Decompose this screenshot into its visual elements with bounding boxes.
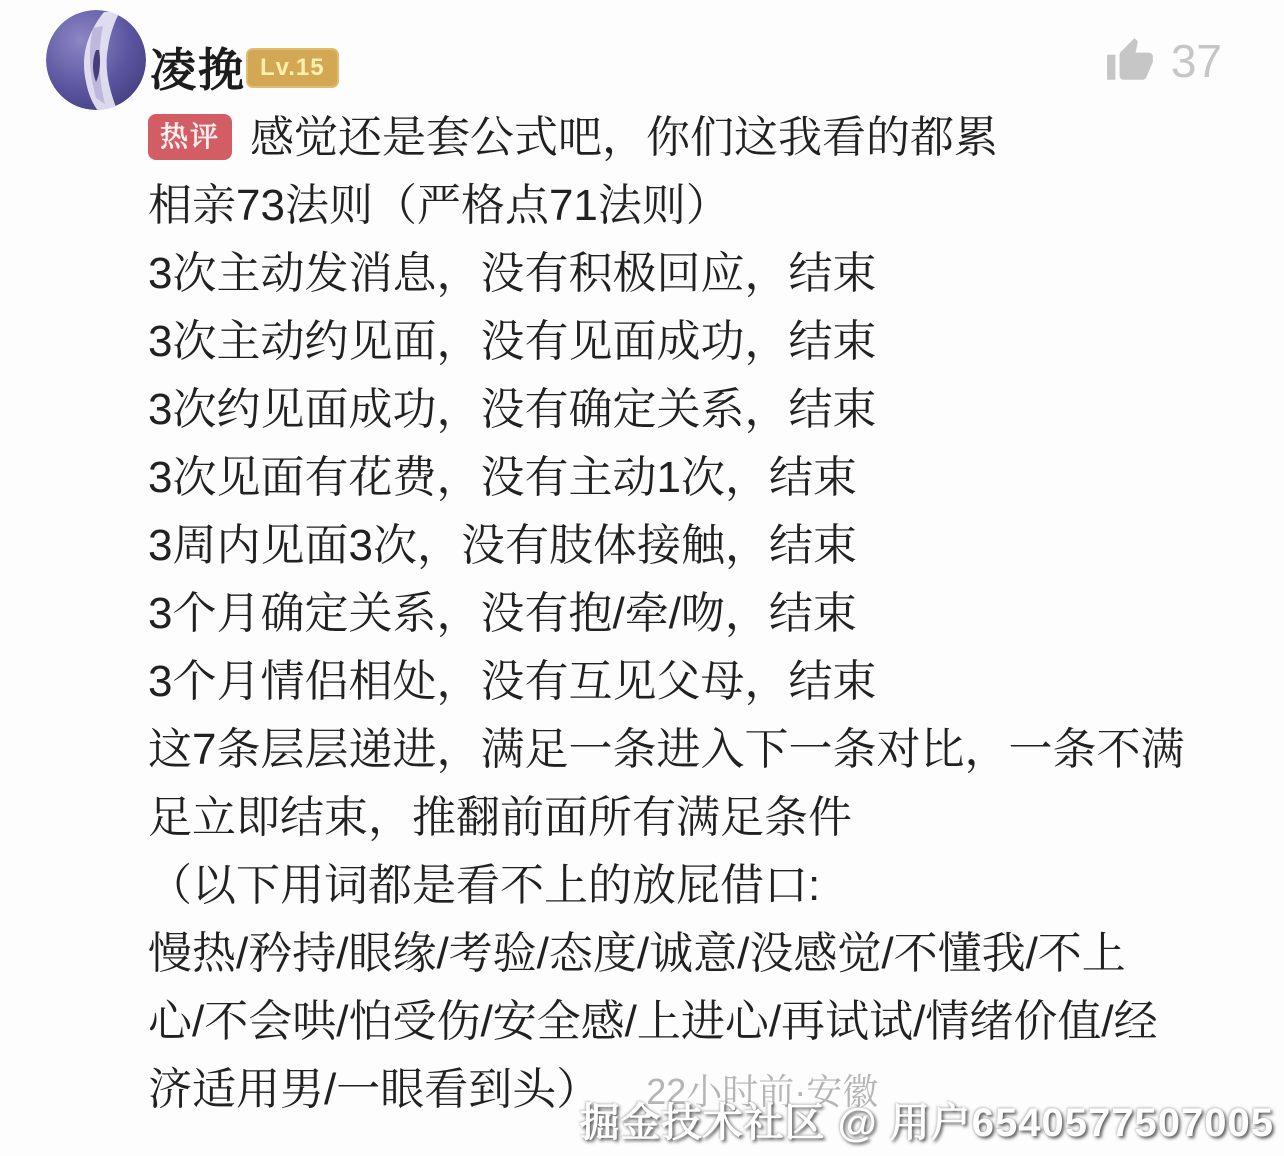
comment-line: （以下用词都是看不上的放屁借口: [148,861,821,910]
username[interactable]: 凌挽 [150,44,246,96]
comment-line [148,104,1204,172]
comment-line: 3次主动约见面，没有见面成功，结束 [148,317,877,366]
comment-line: 3个月情侣相处，没有互见父母，结束 [148,657,877,706]
hot-comment-badge: 热评 [148,114,232,160]
comment-line: 3周内见面3次，没有肢体接触，结束 [148,521,857,570]
level-badge: Lv.15 [246,48,339,88]
comment-line: 3次见面有花费，没有主动1次，结束 [148,453,857,502]
comment-line: 足立即结束，推翻前面所有满足条件 [148,793,852,842]
comment-line: 相亲73法则（严格点71法则） [148,181,730,230]
comment-line: 慢热/矜持/眼缘/考验/态度/诚意/没感觉/不懂我/不上 [148,929,1126,978]
comment-line: 心/不会哄/怕受伤/安全感/上进心/再试试/情绪价值/经 [148,997,1158,1046]
timestamp: 22小时前·安徽 [646,1071,879,1112]
thumbs-up-icon [1105,36,1155,86]
comment-line: 这7条层层递进，满足一条进入下一条对比，一条不满 [148,725,1185,774]
comment-text: 感觉还是套公式吧，你们这我看的都累 [250,113,999,162]
like-count: 37 [1170,35,1222,87]
watermark: 掘金技术社区 @ 用户6540577507005 [579,1101,1274,1145]
comment-line: 3次主动发消息，没有积极回应，结束 [148,249,877,298]
comment-line: 3个月确定关系，没有抱/牵/吻，结束 [148,589,857,638]
comment-body [148,104,1204,1126]
comment-text: 济适用男/一眼看到头） [148,1065,601,1114]
avatar-image [46,10,146,110]
like-button[interactable] [1105,34,1222,88]
comment-line: 3次约见面成功，没有确定关系，结束 [148,385,877,434]
avatar[interactable] [46,10,146,110]
